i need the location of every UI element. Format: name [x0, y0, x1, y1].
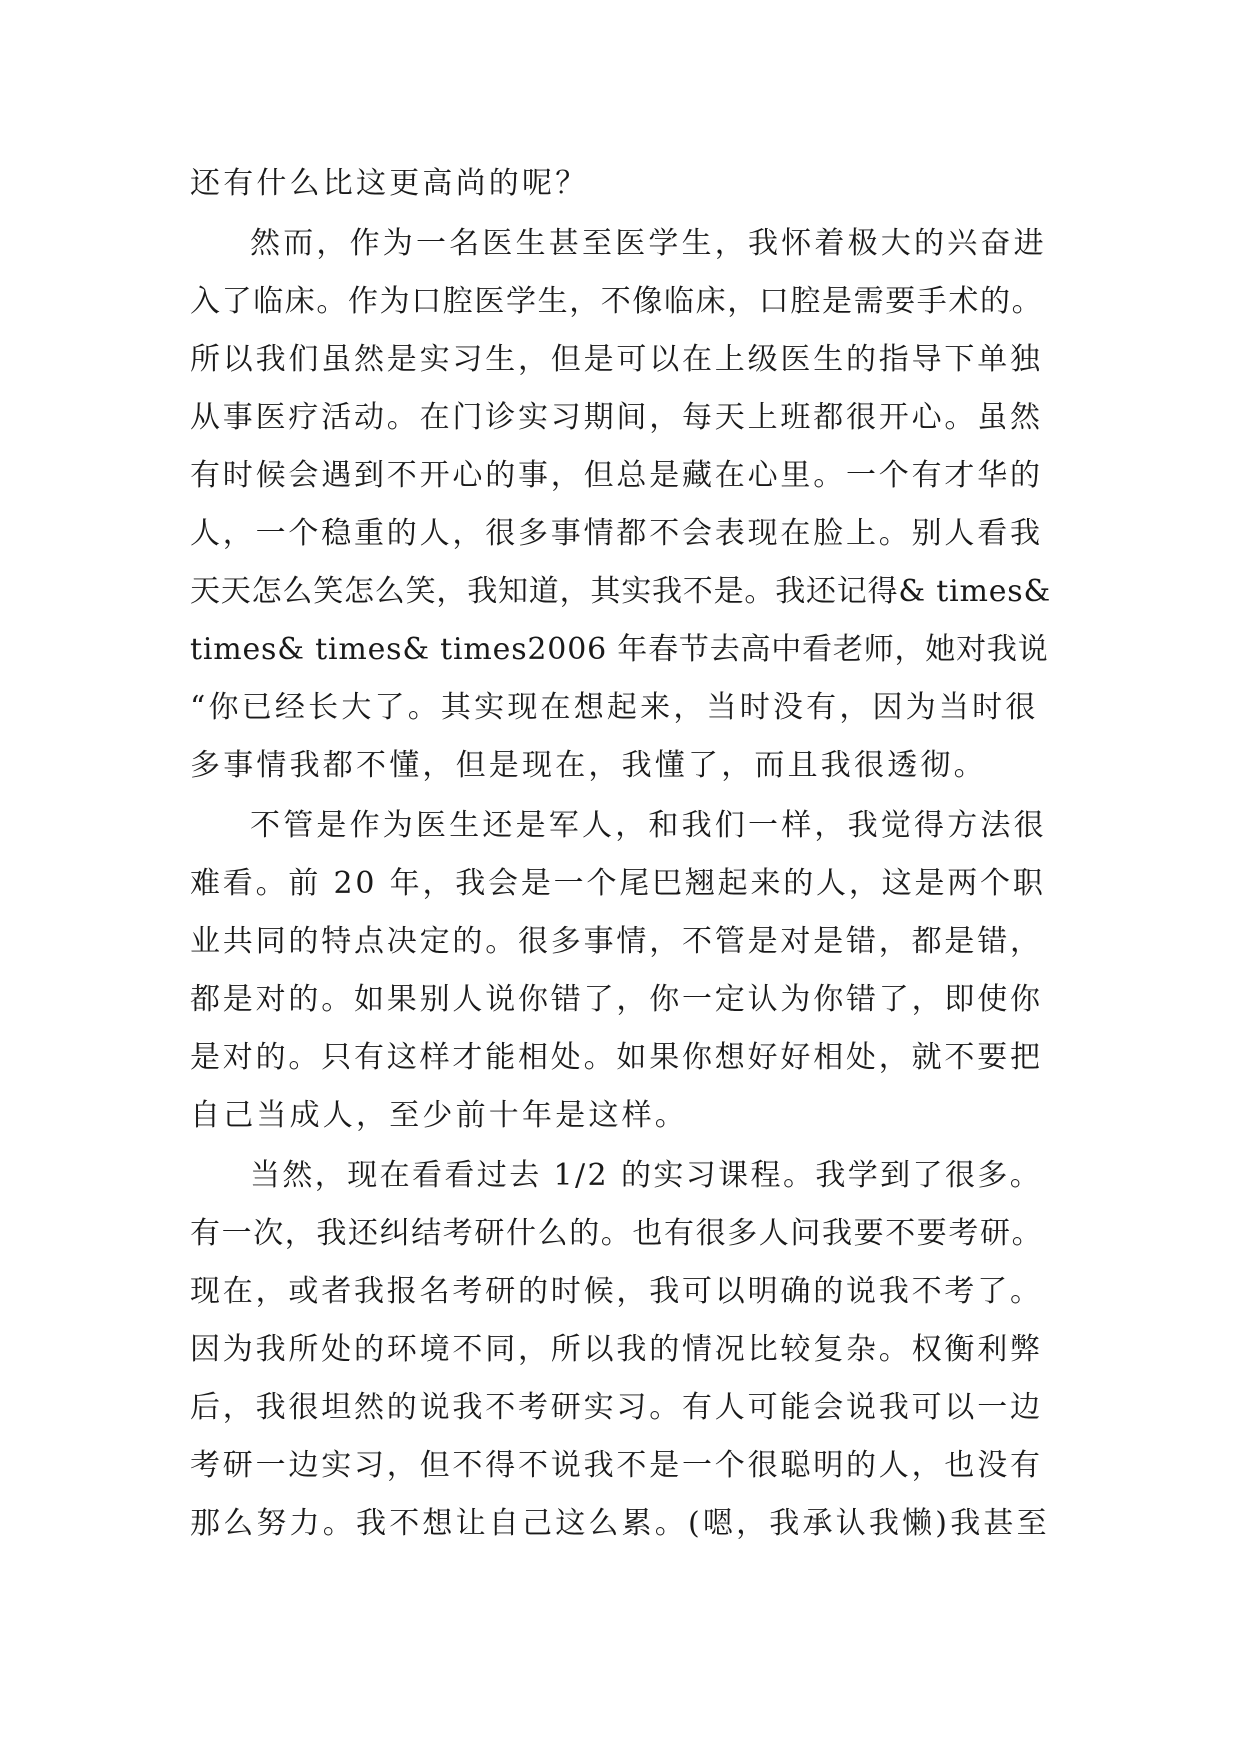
text-line [0, 1086, 1241, 1146]
text-line [0, 388, 1241, 448]
text-line-content: 那么努力。我不想让自己这么累。(嗯，我承认我懒)我甚至 [190, 1506, 1050, 1541]
text-line [0, 446, 1241, 506]
text-line-content: 当然，现在看看过去 1/2 的实习课程。我学到了很多。 [250, 1158, 1043, 1193]
text-line [0, 562, 1241, 622]
text-line-content: 多事情我都不懂，但是现在，我懂了，而且我很透彻。 [190, 748, 987, 783]
text-line [0, 330, 1241, 390]
text-line-content: 因为我所处的环境不同，所以我的情况比较复杂。权衡利弊 [190, 1332, 1043, 1367]
text-line-content: 天天怎么笑怎么笑，我知道，其实我不是。我还记得& times& [190, 574, 1051, 609]
text-line [0, 272, 1241, 332]
text-line [0, 796, 1241, 856]
text-line [0, 1320, 1241, 1380]
text-line-content: times& times& times2006 年春节去高中看老师，她对我说 [190, 632, 1049, 667]
text-line-content: 有时候会遇到不开心的事，但总是藏在心里。一个有才华的 [190, 458, 1043, 493]
text-line-content: 业共同的特点决定的。很多事情，不管是对是错，都是错， [190, 924, 1043, 959]
text-line-content: 不管是作为医生还是军人，和我们一样，我觉得方法很 [250, 808, 1047, 843]
text-line [0, 1028, 1241, 1088]
text-line [0, 854, 1241, 914]
text-line-content: 考研一边实习，但不得不说我不是一个很聪明的人，也没有 [190, 1448, 1043, 1483]
text-line-content: 然而，作为一名医生甚至医学生，我怀着极大的兴奋进 [250, 226, 1047, 261]
text-line [0, 736, 1241, 796]
text-line-content: 所以我们虽然是实习生，但是可以在上级医生的指导下单独 [190, 342, 1043, 377]
text-line-content: 是对的。只有这样才能相处。如果你想好好相处，就不要把 [190, 1040, 1043, 1075]
text-line [0, 1494, 1241, 1554]
text-line-content: 都是对的。如果别人说你错了，你一定认为你错了，即使你 [190, 982, 1043, 1017]
text-line [0, 1146, 1241, 1206]
text-line-content: 还有什么比这更高尚的呢？ [190, 166, 589, 201]
text-line-content: “你已经长大了。其实现在想起来，当时没有，因为当时很 [190, 690, 1039, 725]
text-line-content: 从事医疗活动。在门诊实习期间，每天上班都很开心。虽然 [190, 400, 1043, 435]
text-line [0, 970, 1241, 1030]
text-line [0, 912, 1241, 972]
text-line [0, 1262, 1241, 1322]
text-line [0, 678, 1241, 738]
text-line-content: 人，一个稳重的人，很多事情都不会表现在脸上。别人看我 [190, 516, 1043, 551]
text-line-content: 现在，或者我报名考研的时候，我可以明确的说我不考了。 [190, 1274, 1043, 1309]
text-line [0, 620, 1241, 680]
text-line-content: 自己当成人，至少前十年是这样。 [190, 1098, 688, 1133]
text-line-content: 有一次，我还纠结考研什么的。也有很多人问我要不要考研。 [190, 1216, 1044, 1251]
text-line [0, 154, 1241, 214]
text-line [0, 504, 1241, 564]
text-line-content: 入了临床。作为口腔医学生，不像临床，口腔是需要手术的。 [190, 284, 1044, 319]
text-line-content: 后，我很坦然的说我不考研实习。有人可能会说我可以一边 [190, 1390, 1043, 1425]
text-line [0, 1378, 1241, 1438]
text-line-content: 难看。前 20 年，我会是一个尾巴翘起来的人，这是两个职 [190, 866, 1046, 901]
text-line [0, 1436, 1241, 1496]
text-line [0, 214, 1241, 274]
text-line [0, 1204, 1241, 1264]
